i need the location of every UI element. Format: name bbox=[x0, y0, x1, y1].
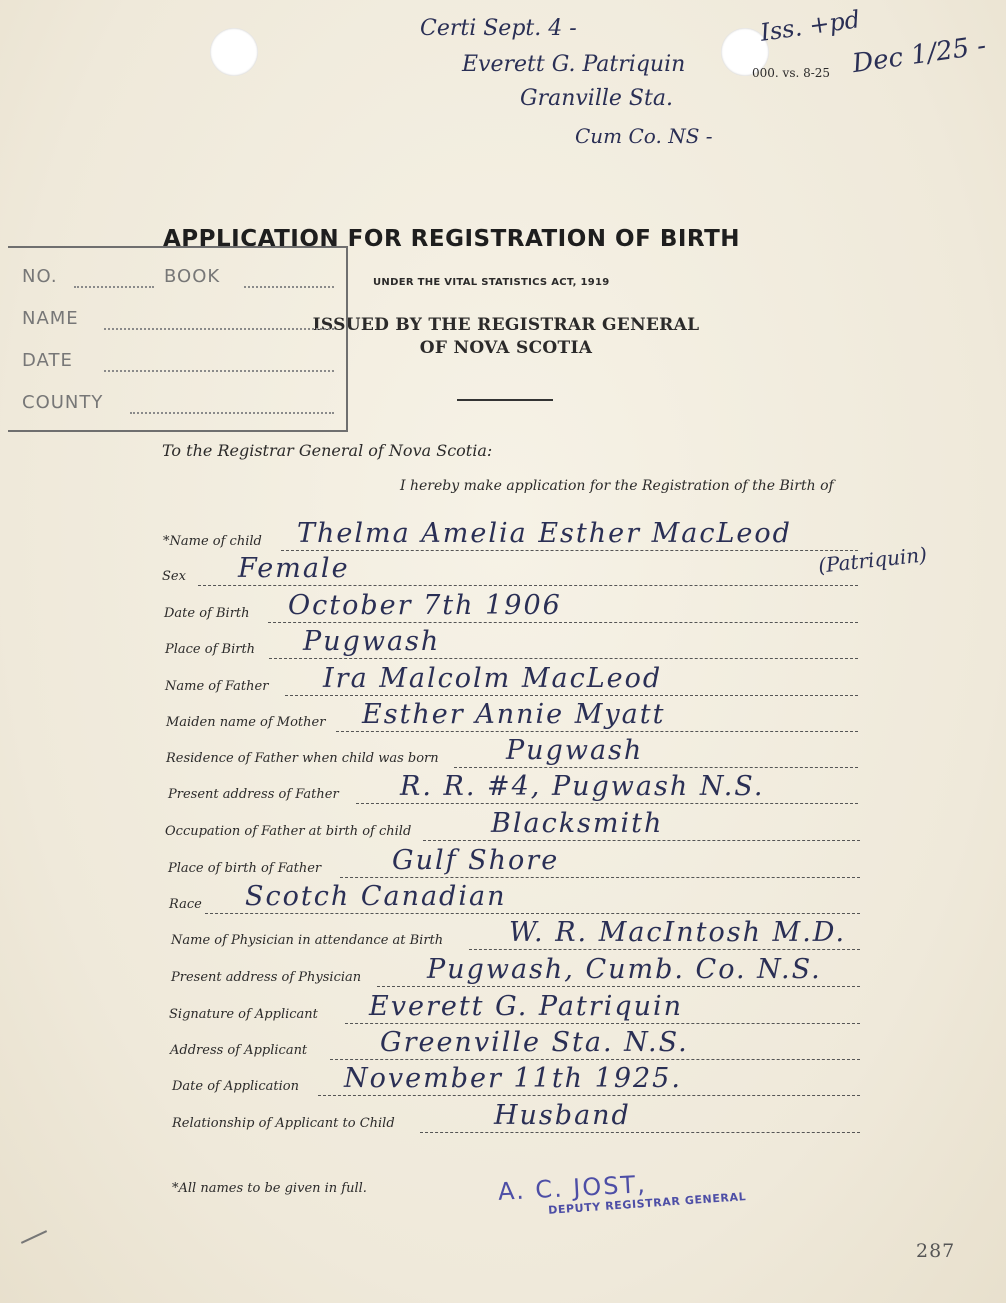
field-relationship-of-applicant bbox=[172, 1100, 860, 1133]
intro-text: I hereby make application for the Registration of the Birth of bbox=[400, 478, 834, 494]
field-name-of-father bbox=[165, 663, 858, 696]
field-name-of-child bbox=[163, 518, 858, 551]
field-label: Name of Father bbox=[165, 679, 269, 694]
field-present-address-of-physician bbox=[171, 954, 860, 987]
field-place-of-birth bbox=[165, 626, 858, 659]
field-value: Pugwash bbox=[303, 626, 441, 657]
field-label: Name of Physician in attendance at Birth bbox=[171, 933, 444, 948]
field-line bbox=[340, 877, 860, 878]
field-value: Gulf Shore bbox=[392, 845, 560, 876]
field-label: *Name of child bbox=[163, 534, 262, 549]
header-rule bbox=[457, 399, 553, 401]
field-present-address-of-father bbox=[168, 771, 858, 804]
punch-hole-left bbox=[210, 28, 258, 76]
field-value: Female bbox=[238, 553, 350, 584]
field-label: Place of Birth bbox=[165, 642, 256, 657]
field-value: Blacksmith bbox=[491, 808, 664, 839]
registry-stamp-box bbox=[8, 246, 348, 432]
footnote: *All names to be given in full. bbox=[172, 1181, 367, 1196]
field-value: Ira Malcolm MacLeod bbox=[323, 663, 663, 694]
stamp-name-label: NAME bbox=[22, 308, 79, 329]
field-line bbox=[281, 550, 858, 551]
field-line bbox=[377, 986, 860, 987]
stamp-date-line bbox=[104, 370, 334, 372]
field-line bbox=[420, 1132, 860, 1133]
stamp-book-label: BOOK bbox=[164, 266, 221, 287]
field-sex bbox=[162, 553, 858, 586]
field-value: R. R. #4, Pugwash N.S. bbox=[400, 771, 765, 802]
field-label: Residence of Father when child was born bbox=[166, 751, 439, 766]
field-line bbox=[356, 803, 858, 804]
field-label: Date of Application bbox=[172, 1079, 299, 1094]
field-label: Sex bbox=[162, 569, 186, 584]
field-place-of-birth-of-father bbox=[168, 845, 860, 878]
annotation-issued: Iss. +pd bbox=[758, 5, 862, 47]
page-number: 287 bbox=[916, 1240, 956, 1262]
field-value: Pugwash bbox=[506, 735, 644, 766]
issued-by-line-1: ISSUED BY THE REGISTRAR GENERAL bbox=[312, 315, 700, 335]
registrar-stamp-title: DEPUTY REGISTRAR GENERAL bbox=[547, 1190, 747, 1217]
field-signature-of-applicant bbox=[169, 991, 860, 1024]
issued-by-line-2: OF NOVA SCOTIA bbox=[419, 338, 593, 358]
field-label: Present address of Physician bbox=[171, 970, 362, 985]
field-line bbox=[285, 695, 858, 696]
field-line bbox=[469, 949, 860, 950]
stamp-date-label: DATE bbox=[22, 350, 73, 371]
annotation-county: Cum Co. NS - bbox=[575, 124, 713, 148]
stamp-county-line bbox=[130, 412, 334, 414]
form-subtitle: UNDER THE VITAL STATISTICS ACT, 1919 bbox=[373, 277, 610, 288]
field-residence-of-father bbox=[166, 735, 858, 768]
field-line bbox=[205, 913, 860, 914]
field-date-of-application bbox=[172, 1063, 860, 1096]
field-value: November 11th 1925. bbox=[344, 1063, 682, 1094]
annotation-applicant-name: Everett G. Patriquin bbox=[462, 52, 686, 77]
field-value: Husband bbox=[494, 1100, 631, 1131]
print-code: 000. vs. 8-25 bbox=[752, 66, 831, 80]
field-value: Greenville Sta. N.S. bbox=[380, 1027, 689, 1058]
name-note: (Patriquin) bbox=[817, 542, 929, 578]
field-value: Thelma Amelia Esther MacLeod bbox=[297, 518, 792, 549]
field-label: Maiden name of Mother bbox=[166, 715, 326, 730]
field-value: W. R. MacIntosh M.D. bbox=[509, 917, 847, 948]
stamp-name-line bbox=[104, 328, 334, 330]
field-maiden-name-of-mother bbox=[166, 699, 858, 732]
field-address-of-applicant bbox=[170, 1027, 860, 1060]
field-race bbox=[169, 881, 860, 914]
field-line bbox=[269, 658, 858, 659]
field-line bbox=[423, 840, 860, 841]
field-label: Date of Birth bbox=[164, 606, 250, 621]
field-value: October 7th 1906 bbox=[288, 590, 562, 621]
annotation-date: Dec 1/25 - bbox=[850, 30, 988, 80]
field-label: Address of Applicant bbox=[170, 1043, 308, 1058]
registrar-stamp-name: A. C. JOST, bbox=[497, 1170, 648, 1206]
field-label: Signature of Applicant bbox=[169, 1007, 318, 1022]
field-value: Esther Annie Myatt bbox=[362, 699, 666, 730]
annotation-certified: Certi Sept. 4 - bbox=[420, 16, 577, 41]
field-label: Occupation of Father at birth of child bbox=[165, 824, 412, 839]
field-line bbox=[330, 1059, 860, 1060]
field-label: Place of birth of Father bbox=[168, 861, 322, 876]
stamp-no-label: NO. bbox=[22, 266, 58, 287]
annotation-station: Granville Sta. bbox=[520, 86, 673, 111]
field-line bbox=[345, 1023, 860, 1024]
field-label: Present address of Father bbox=[168, 787, 339, 802]
field-value: Pugwash, Cumb. Co. N.S. bbox=[427, 954, 822, 985]
field-name-of-physician bbox=[171, 917, 860, 950]
field-line bbox=[336, 731, 858, 732]
field-label: Race bbox=[169, 897, 202, 912]
salutation: To the Registrar General of Nova Scotia: bbox=[162, 441, 493, 460]
stamp-county-label: COUNTY bbox=[22, 392, 104, 413]
form-title: APPLICATION FOR REGISTRATION OF BIRTH bbox=[163, 226, 741, 252]
field-occupation-of-father bbox=[165, 808, 860, 841]
field-value: Scotch Canadian bbox=[245, 881, 507, 912]
issued-by bbox=[288, 314, 724, 360]
field-line bbox=[198, 585, 858, 586]
field-line bbox=[268, 622, 858, 623]
stamp-no-line bbox=[74, 286, 154, 288]
field-label: Relationship of Applicant to Child bbox=[172, 1116, 395, 1131]
stray-pen-mark bbox=[21, 1230, 47, 1244]
field-line bbox=[318, 1095, 860, 1096]
field-value: Everett G. Patriquin bbox=[369, 991, 684, 1022]
stamp-book-line bbox=[244, 286, 334, 288]
field-date-of-birth bbox=[164, 590, 858, 623]
field-line bbox=[454, 767, 858, 768]
